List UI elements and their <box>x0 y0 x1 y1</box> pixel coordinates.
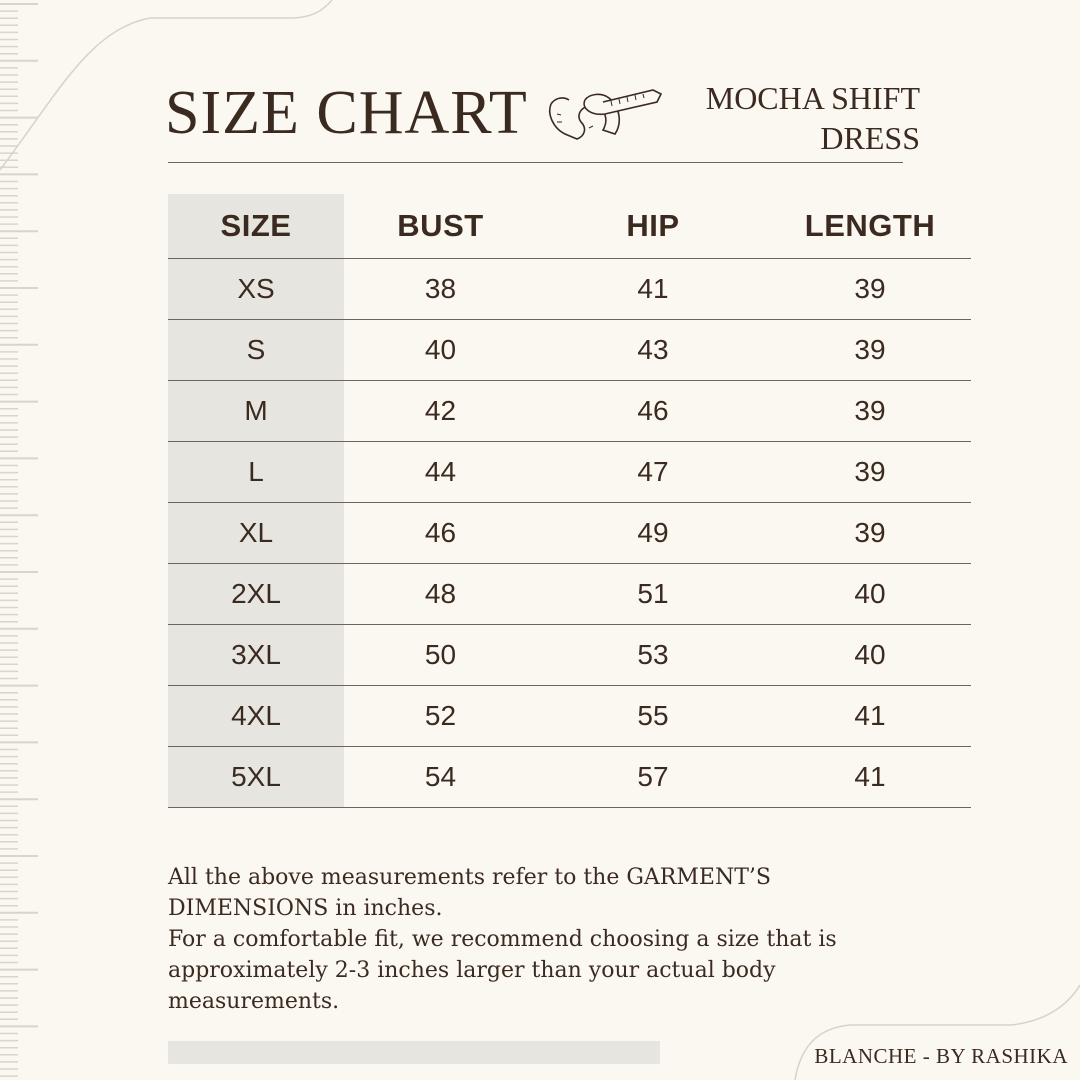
brand-name: BLANCHE - BY RASHIKA <box>814 1044 1068 1068</box>
table-row <box>168 259 971 320</box>
cell-bust: 48 <box>344 564 537 625</box>
measuring-tape-icon <box>545 84 667 146</box>
table-row <box>168 564 971 625</box>
cell-bust: 54 <box>344 747 537 808</box>
cell-hip: 53 <box>537 625 769 686</box>
cell-bust: 40 <box>344 320 537 381</box>
note-garment-dimensions: All the above measurements refer to the GARMENT’S DIMENSIONS in inches. <box>168 865 771 921</box>
product-name: MOCHA SHIFT DRESS <box>705 80 920 156</box>
table-row <box>168 503 971 564</box>
cell-hip: 49 <box>537 503 769 564</box>
size-table <box>168 194 971 808</box>
cell-size: 5XL <box>168 747 344 808</box>
cell-bust: 50 <box>344 625 537 686</box>
cell-length: 41 <box>769 747 971 808</box>
cell-size: L <box>168 442 344 503</box>
cell-length: 39 <box>769 503 971 564</box>
cell-size: 4XL <box>168 686 344 747</box>
cell-length: 39 <box>769 259 971 320</box>
column-header-size: SIZE <box>168 194 344 259</box>
cell-size: M <box>168 381 344 442</box>
cell-bust: 44 <box>344 442 537 503</box>
table-row <box>168 625 971 686</box>
cell-hip: 47 <box>537 442 769 503</box>
decorative-bar <box>168 1041 660 1064</box>
header-divider <box>168 162 903 163</box>
cell-bust: 42 <box>344 381 537 442</box>
cell-bust: 46 <box>344 503 537 564</box>
table-row <box>168 320 971 381</box>
cell-length: 39 <box>769 320 971 381</box>
cell-length: 41 <box>769 686 971 747</box>
page-title: SIZE CHART <box>165 79 528 147</box>
cell-size: 3XL <box>168 625 344 686</box>
cell-hip: 55 <box>537 686 769 747</box>
ruler-decoration <box>0 0 40 1080</box>
cell-bust: 38 <box>344 259 537 320</box>
cell-hip: 43 <box>537 320 769 381</box>
cell-hip: 57 <box>537 747 769 808</box>
cell-size: XS <box>168 259 344 320</box>
table-row <box>168 442 971 503</box>
measurement-note <box>168 862 888 1017</box>
cell-bust: 52 <box>344 686 537 747</box>
cell-size: 2XL <box>168 564 344 625</box>
column-header-length: LENGTH <box>769 194 971 259</box>
cell-length: 39 <box>769 442 971 503</box>
cell-hip: 41 <box>537 259 769 320</box>
table-row <box>168 381 971 442</box>
table-header-row <box>168 194 971 259</box>
table-row <box>168 747 971 808</box>
column-header-bust: BUST <box>344 194 537 259</box>
cell-length: 39 <box>769 381 971 442</box>
cell-hip: 51 <box>537 564 769 625</box>
cell-hip: 46 <box>537 381 769 442</box>
column-header-hip: HIP <box>537 194 769 259</box>
cell-length: 40 <box>769 564 971 625</box>
note-fit-recommendation: For a comfortable fit, we recommend choosing a size that is approximately 2-3 inches larger than your actual body measurements. <box>168 927 837 1014</box>
cell-size: S <box>168 320 344 381</box>
cell-length: 40 <box>769 625 971 686</box>
table-row <box>168 686 971 747</box>
cell-size: XL <box>168 503 344 564</box>
